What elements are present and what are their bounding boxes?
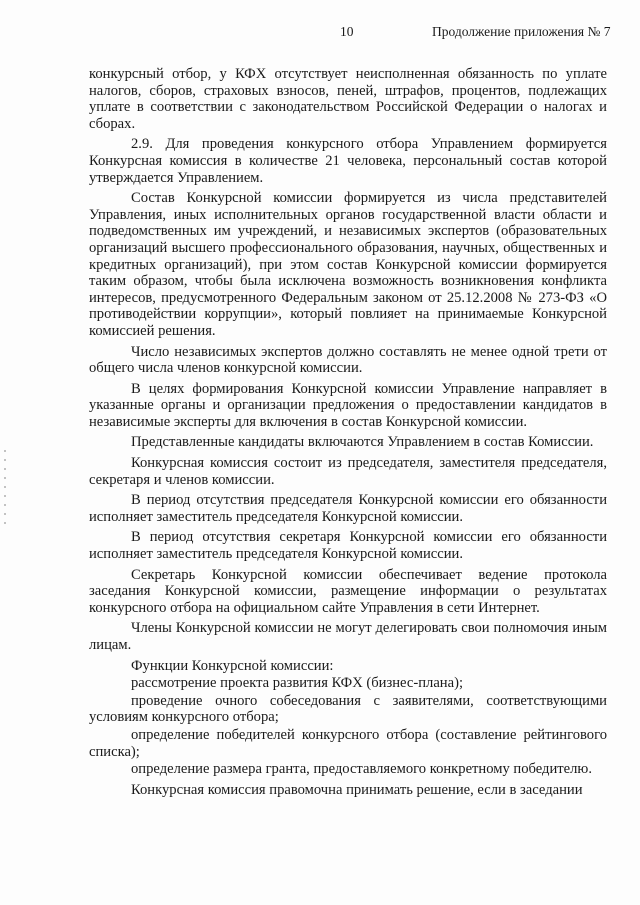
paragraph-7: В период отсутствия председателя Конкурсной комиссии его обязанности исполняет заместитель председателя Конкурсной комиссии. [89, 492, 607, 525]
paragraph-5: Представленные кандидаты включаются Управлением в состав Комиссии. [131, 434, 594, 451]
paragraph-9: Секретарь Конкурсной комиссии обеспечивает ведение протокола заседания Конкурсной комиссии, размещение информации о результатах конкурсного отбора на официальном сайте Управления в сети Интернет. [89, 566, 607, 616]
paragraph-8: В период отсутствия секретаря Конкурсной комиссии его обязанности исполняет заместитель председателя Конкурсной комиссии. [89, 529, 607, 563]
function-item: определение победителей конкурсного отбора (составление рейтингового списка); [89, 726, 607, 760]
appendix-continuation-label: Продолжение приложения № 7 [432, 24, 611, 39]
paragraph-16: Конкурсная комиссия правомочна принимать решение, если в заседании [131, 781, 583, 798]
scan-margin-marks [4, 450, 6, 530]
functions-heading: Функции Конкурсной комиссии: [131, 657, 334, 674]
paragraph-0: конкурсный отбор, у КФХ отсутствует неисполненная обязанность по уплате налогов, сборов, страховых взносов, пеней, штрафов, процентов, подлежащих уплате в соответствии с законодательством Российской Федерации о налогах и сборах. [89, 66, 607, 132]
paragraph-3: Число независимых экспертов должно составлять не менее одной трети от общего числа членов конкурсной комиссии. [89, 343, 607, 377]
function-item: рассмотрение проекта развития КФХ (бизнес-плана); [131, 675, 464, 692]
paragraph-10: Члены Конкурсной комиссии не могут делегировать свои полномочия иным лицам. [89, 620, 607, 653]
function-item: проведение очного собеседования с заявителями, соответствующими условиям конкурсного отбора; [89, 692, 607, 726]
paragraph-6: Конкурсная комиссия состоит из председателя, заместителя председателя, секретаря и членов комиссии. [89, 455, 607, 488]
paragraph-2: Состав Конкурсной комиссии формируется из числа представителей Управления, иных исполнительных органов государственной власти области и подведомственных им учреждений, и независимых экспертов (образовательных организаций высшего профессионального образования, научных, общественных и кредитных организаций), при этом состав Конкурсной комиссии формируется таким образом, чтобы была исключена возможность возникновения конфликта интересов, предусмотренного Федеральным законом от 25.12.2008 № 273-ФЗ «О противодействии коррупции», который повлияет на принимаемые Конкурсной комиссией решения. [89, 190, 607, 339]
function-item: определение размера гранта, предоставляемого конкретному победителю. [131, 761, 592, 778]
body-text [89, 66, 607, 802]
paragraph-1: 2.9. Для проведения конкурсного отбора Управлением формируется Конкурсная комиссия в количестве 21 человека, персональный состав которой утверждается Управлением. [89, 136, 607, 186]
paragraph-4: В целях формирования Конкурсной комиссии Управление направляет в указанные органы и организации предложения о предоставлении кандидатов в независимые эксперты для включения в состав Конкурсной комиссии. [89, 380, 607, 430]
page-number: 10 [340, 24, 354, 39]
